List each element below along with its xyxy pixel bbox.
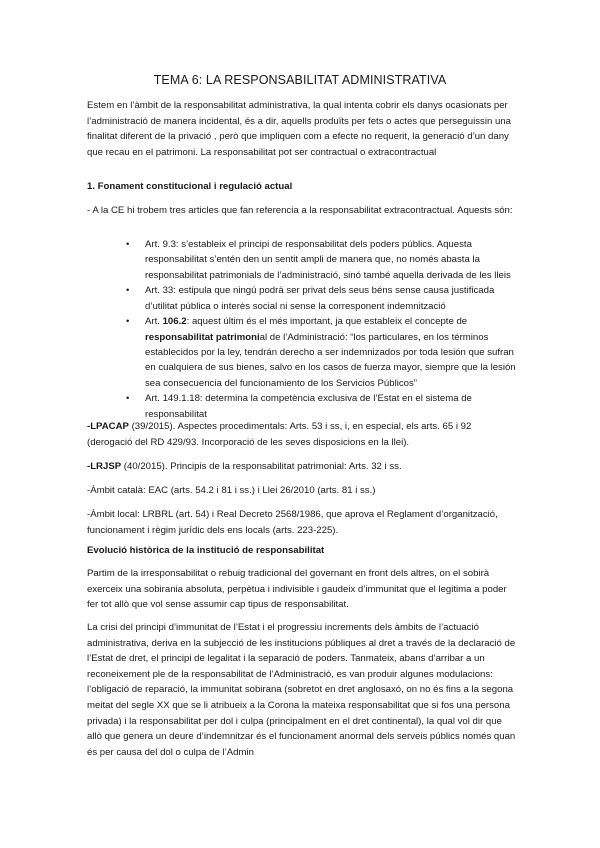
- ambit-local-paragraph: -Àmbit local: LRBRL (art. 54) i Real Decreto 2568/1986, que aprova el Reglament d’organització, funcionament i règim jurídic dels ens locals (arts. 223-225).: [87, 509, 498, 536]
- intro-paragraph: Estem en l’àmbit de la responsabilitat administrativa, la qual intenta cobrir els danys ocasionats per l’administració de manera incidental, és a dir, aquells produïts per fets o actes que perseguissin una finalitat diferent de la privació , però que impliquen com a efecte no requerit, la generació d’un dany que recau en el patrimoni. La responsabilitat pot ser contractual o extracontractual: [87, 100, 511, 158]
- lpacap-paragraph: -LPACAP (39/2015). Aspectes procedimentals: Arts. 53 i ss, i, en especial, els arts. 65 i 92 (derogació del RD 429/93. Incorporació de les seves disposicions en la llei).: [87, 421, 472, 448]
- list-item: [120, 314, 520, 390]
- evolucio-paragraph-2: La crisi del principi d’immunitat de l’Estat i el progressiu increments dels àmbits de l’actuació administrativa, deriva en la subjecció de les institucions públiques al dret a través de la declaració de l’Estat de dret, el principi de legalitat i la separació de poders. Tanmateix, abans d’arribar a un reconeixement ple de la responsabilitat de l’Administració, es van produir algunes modulacions: l’obligació de reparació, la immunitat sobirana (sobretot en dret anglosaxó, on no és fins a la segona meitat del segle XX que se li atribueix a la Corona la mateixa responsabilitat que si fos una persona privada) i la responsabilitat per dol i culpa (principalment en el dret continental), la qual vol dir que allò que genera un deure d’indemnitzar és el funcionament anormal dels serveis públics només quan és per causa del dol o culpa de l’Admin: [87, 622, 516, 758]
- ce-articles-list: [120, 237, 520, 423]
- evolucio-paragraph-1: Partim de la irresponsabilitat o rebuig tradicional del governant en front dels altres, on el sobirà exerceix una sobirania absoluta, perpètua i indivisible i gaudeix d’immunitat que el legitima a poder fer tot allò que vol sense assumir cap tipus de responsabilitat.: [87, 568, 507, 611]
- list-item: [120, 237, 520, 283]
- list-item: [120, 391, 520, 422]
- page-title: TEMA 6: LA RESPONSABILITAT ADMINISTRATIVA: [153, 73, 447, 87]
- list-item-text: Art. 106.2: aquest últim és el més important, ja que estableix el concepte de responsabilitat patrimonial de l’Administració: “los particulares, en los términos establecidos por la ley, tendrán derecho a ser indemnizados por toda lesión que sufran en cualquiera de sus bienes, salvo en los casos de fuerza mayor, siempre que la lesión sea consecuencia del funcionamiento de los Servicios Públicos”: [145, 316, 516, 389]
- ambit-catala-paragraph: -Àmbit català: EAC (arts. 54.2 i 81 i ss.) i Llei 26/2010 (arts. 81 i ss.): [87, 485, 376, 496]
- list-item-text: Art. 9.3: s’estableix el principi de responsabilitat dels poders públics. Aquesta responsabilitat s’entén den un sentit ampli de manera que, no només abasta la responsabilitat patrimonials de l’administració, sinó també aquella derivada de les lleis: [145, 239, 511, 281]
- bullet-icon: •: [126, 239, 130, 250]
- list-item: [120, 283, 520, 314]
- section-heading-fonament: 1. Fonament constitucional i regulació actual: [87, 181, 293, 192]
- list-item-text: Art. 149.1.18: determina la competència exclusiva de l’Estat en el sistema de responsabilitat: [145, 393, 472, 420]
- bullet-icon: •: [126, 393, 130, 405]
- ce-articles-lead: - A la CE hi trobem tres articles que fan referencia a la responsabilitat extracontractual. Aquests són:: [87, 205, 513, 216]
- list-item-text: Art. 33: estipula que ningú podrà ser privat dels seus béns sense causa justificada d’utilitat pública o interès social ni sense la corresponent indemnització: [145, 285, 495, 312]
- lrjsp-paragraph: -LRJSP (40/2015). Principis de la responsabilitat patrimonial: Arts. 32 i ss.: [87, 461, 402, 472]
- bullet-icon: •: [126, 285, 130, 297]
- section-heading-evolucio: Evolució històrica de la institució de responsabilitat: [87, 545, 325, 556]
- bullet-icon: •: [126, 316, 130, 328]
